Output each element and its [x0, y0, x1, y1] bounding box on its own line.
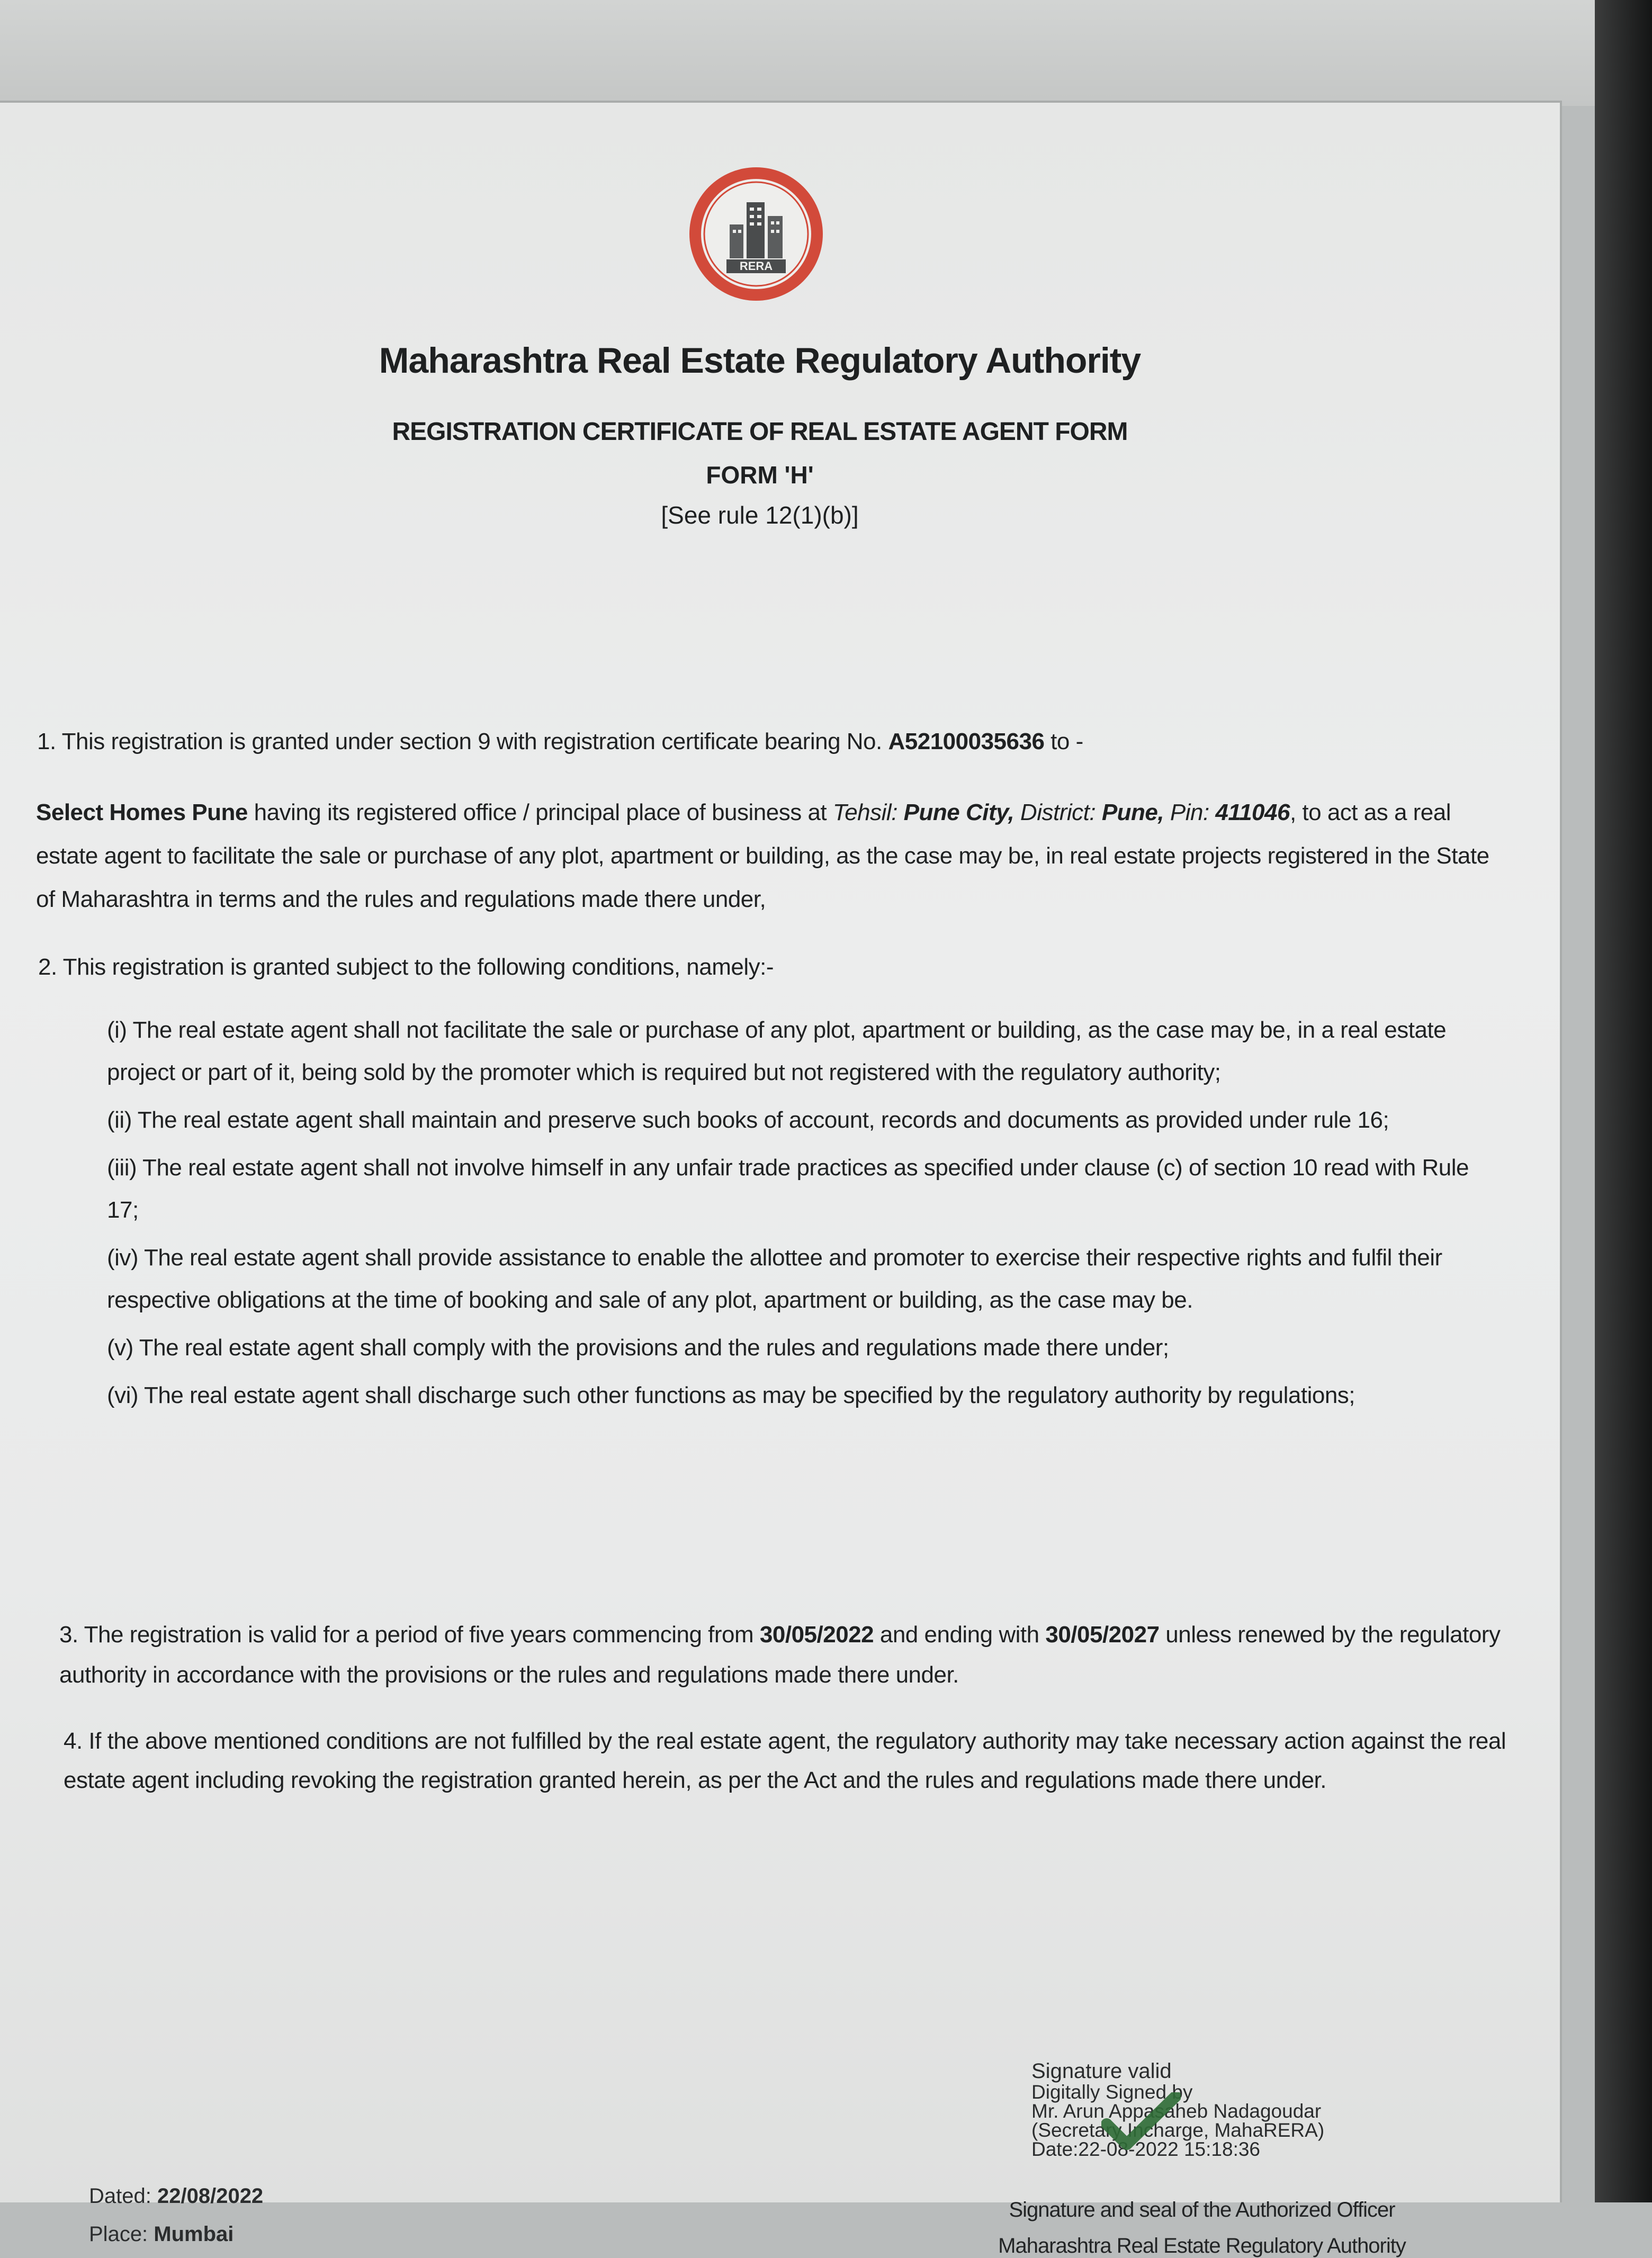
authority-title: Maharashtra Real Estate Regulatory Authority	[379, 340, 1141, 381]
condition-item: (v) The real estate agent shall comply with the provisions and the rules and regulations made there under;	[107, 1335, 1169, 1361]
condition-item: (i) The real estate agent shall not facilitate the sale or purchase of any plot, apartment or building, as the case may be, in a real estate project or part of it, being sold by the promoter which is required but not registered with the regulatory authority;	[107, 1017, 1447, 1085]
clause-1-body	[36, 791, 1513, 921]
district-label: District:	[1020, 799, 1096, 825]
signature-line: (Secretary Incharge, MahaRERA)	[1031, 2119, 1325, 2141]
validity-start-date: 30/05/2022	[759, 1622, 874, 1648]
dated-label: Dated:	[89, 2184, 151, 2208]
clause-3-mid: and ending with	[879, 1622, 1039, 1648]
clause-3-rest: unless renewed by the regulatory authority in accordance with the provisions or the rules and regulations made there under.	[59, 1622, 1501, 1688]
digital-signature-block	[1031, 2059, 1466, 2159]
condition-item: (iv) The real estate agent shall provide assistance to enable the allottee and promoter to exercise their respective rights and fulfil their respective obligations at the time of booking and sale of any plot, apartment or building, as the case may be.	[107, 1245, 1442, 1313]
clause-3	[59, 1615, 1510, 1695]
condition-item: (iii) The real estate agent shall not involve himself in any unfair trade practices as specified under clause (c) of section 10 read with Rule 17;	[107, 1155, 1469, 1223]
clause-1-suffix: to -	[1051, 728, 1083, 754]
signature-line: Digitally Signed by	[1031, 2081, 1193, 2103]
signature-line: Date:22-08-2022 15:18:36	[1031, 2138, 1261, 2160]
place-line	[89, 2223, 234, 2246]
form-name: FORM 'H'	[706, 461, 814, 489]
monitor-bezel	[1595, 0, 1652, 2202]
pin-value: 411046	[1215, 799, 1290, 825]
clause-1-text: 1. This registration is granted under section 9 with registration certificate bearing No.	[37, 728, 882, 754]
certificate-number: A52100035636	[888, 728, 1045, 754]
rule-reference: [See rule 12(1)(b)]	[661, 501, 859, 529]
office-text: having its registered office / principal place of business at	[254, 799, 827, 825]
validity-end-date: 30/05/2027	[1045, 1622, 1160, 1648]
condition-item: (vi) The real estate agent shall discharge such other functions as may be specified by the regulatory authority by regulations;	[107, 1382, 1355, 1408]
place-label: Place:	[89, 2223, 148, 2246]
clause-4: 4. If the above mentioned conditions are not fulfilled by the real estate agent, the regulatory authority may take necessary action against the real estate agent including revoking the registration granted herein, as per the Act and the rules and regulations made there under.	[64, 1728, 1506, 1793]
conditions-list	[107, 1009, 1505, 1422]
rera-seal-icon	[687, 165, 825, 303]
photo-background	[0, 0, 1599, 106]
seal-text: RERA	[739, 259, 773, 273]
signature-caption: Signature and seal of the Authorized Officer	[1009, 2198, 1395, 2221]
district-value: Pune,	[1101, 799, 1164, 825]
tehsil-label: Tehsil:	[832, 799, 897, 825]
clause-1-intro	[37, 720, 1520, 763]
clause-3-intro: 3. The registration is valid for a period of five years commencing from	[59, 1622, 754, 1648]
certificate-page	[0, 101, 1562, 2257]
signature-valid-label: Signature valid	[1031, 2059, 1172, 2083]
dated-line	[89, 2184, 263, 2208]
signature-checkmark-icon	[1101, 2092, 1181, 2151]
place-value: Mumbai	[154, 2223, 234, 2246]
dated-value: 22/08/2022	[157, 2184, 264, 2208]
tehsil-value: Pune City,	[903, 799, 1014, 825]
condition-item: (ii) The real estate agent shall maintain and preserve such books of account, records and documents as provided under rule 16;	[107, 1107, 1389, 1133]
clause-1-rest: , to act as a real estate agent to facilitate the sale or purchase of any plot, apartment or building, as the case may be, in real estate projects registered in the State of Maharashtra in terms and the rules and regulations made there under,	[36, 799, 1489, 912]
authority-caption: Maharashtra Real Estate Regulatory Authority	[998, 2234, 1406, 2257]
certificate-title: REGISTRATION CERTIFICATE OF REAL ESTATE AGENT FORM	[392, 418, 1128, 446]
agent-name: Select Homes Pune	[36, 799, 248, 825]
signature-line: Mr. Arun Appasaheb Nadagoudar	[1031, 2100, 1322, 2122]
pin-label: Pin:	[1170, 799, 1209, 825]
clause-2-intro: 2. This registration is granted subject to the following conditions, namely:-	[38, 954, 774, 980]
